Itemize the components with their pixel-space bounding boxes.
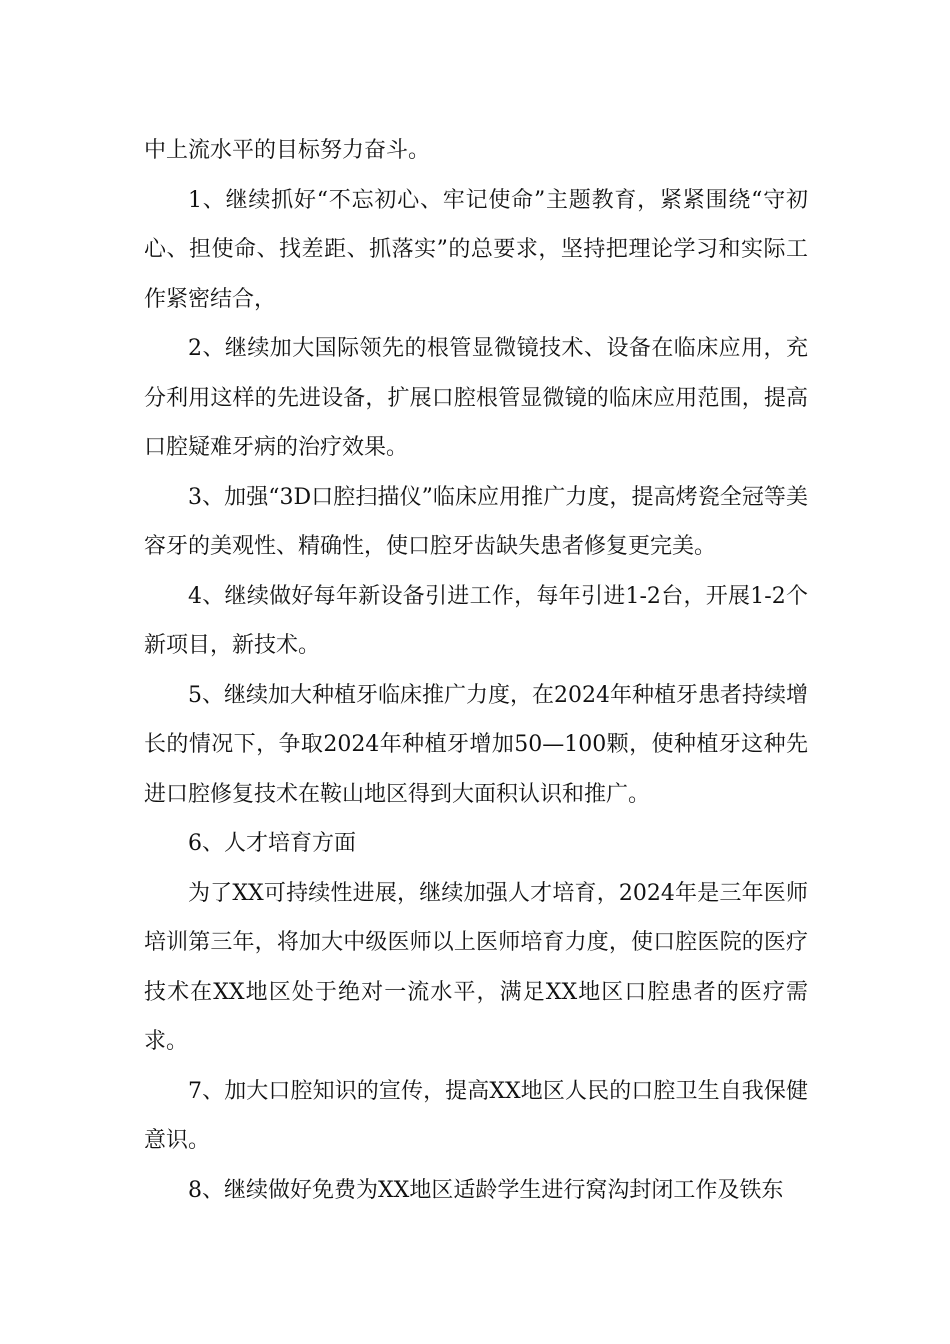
paragraph-item-1: 1、继续抓好“不忘初心、牢记使命”主题教育，紧紧围绕“守初心、担使命、找差距、抓落实”的总要求，坚持把理论学习和实际工作紧密结合， [144,187,808,312]
paragraph-item-8: 8、继续做好免费为XX地区适龄学生进行窝沟封闭工作及铁东 [188,1177,784,1203]
paragraph-item-3: 3、加强“3D口腔扫描仪”临床应用推广力度，提高烤瓷全冠等美容牙的美观性、精确性，使口腔牙齿缺失患者修复更完美。 [144,484,808,559]
paragraph-item-7: 7、加大口腔知识的宣传，提高XX地区人民的口腔卫生自我保健意识。 [144,1078,808,1153]
document-body [144,126,808,1215]
paragraph-item-4: 4、继续做好每年新设备引进工作，每年引进1-2台，开展1-2个新项目，新技术。 [144,583,808,658]
paragraph-item-5: 5、继续加大种植牙临床推广力度，在2024年种植牙患者持续增长的情况下，争取2024年种植牙增加50—100颗，使种植牙这种先进口腔修复技术在鞍山地区得到大面积认识和推广。 [144,682,808,807]
paragraph-item-6-heading: 6、人才培育方面 [188,831,356,856]
paragraph-item-2: 2、继续加大国际领先的根管显微镜技术、设备在临床应用，充分利用这样的先进设备，扩展口腔根管显微镜的临床应用范围，提高口腔疑难牙病的治疗效果。 [144,336,808,460]
paragraph-talent-training: 为了XX可持续性进展，继续加强人才培育，2024年是三年医师培训第三年，将加大中级医师以上医师培育力度，使口腔医院的医疗技术在XX地区处于绝对一流水平，满足XX地区口腔患者的医疗需求。 [144,880,808,1054]
paragraph-continuation: 中上流水平的目标努力奋斗。 [144,138,431,163]
